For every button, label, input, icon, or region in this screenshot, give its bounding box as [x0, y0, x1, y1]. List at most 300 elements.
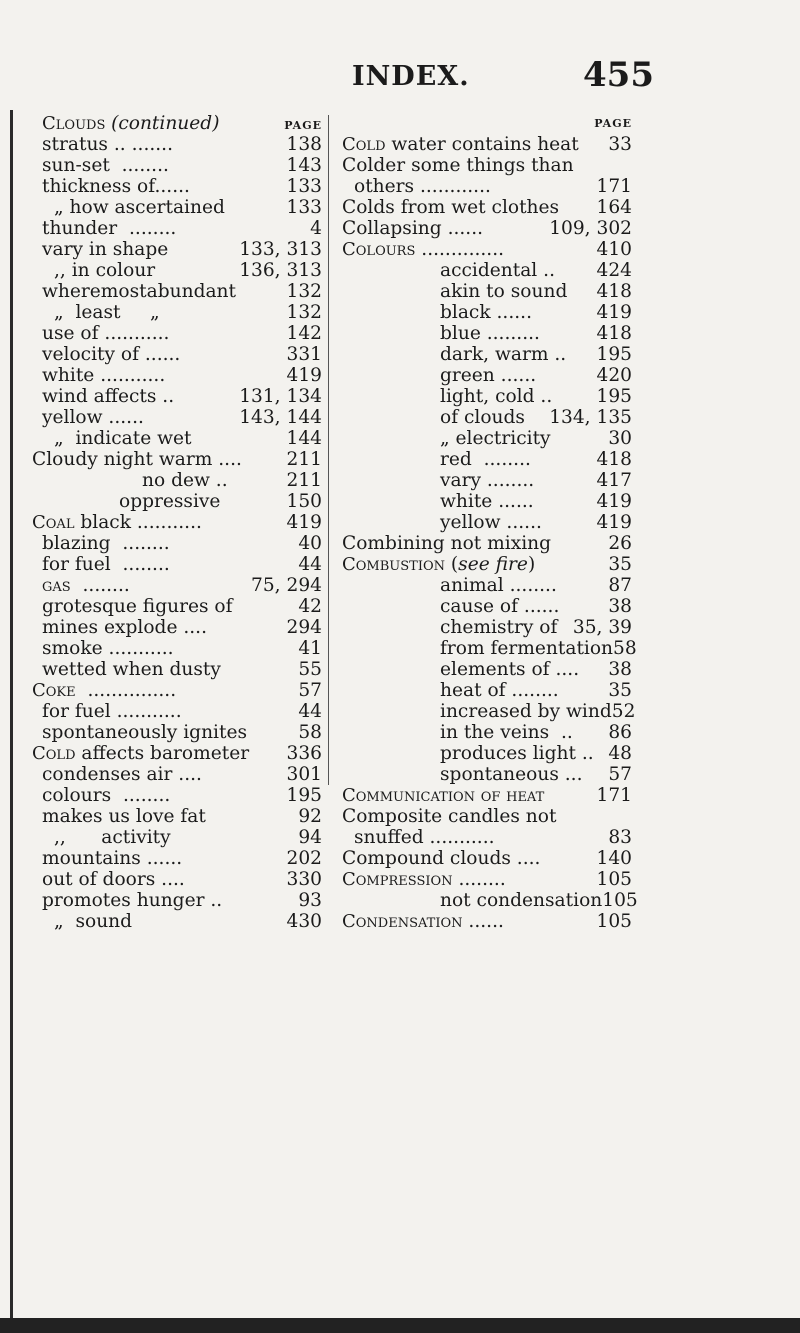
entry-page-ref: 419 [596, 491, 632, 512]
entry-page-ref: 58 [613, 638, 637, 659]
entry-text: ) [527, 554, 536, 575]
entry-text: stratus .. ....... [42, 134, 173, 155]
entry-text: Cold [342, 134, 386, 155]
entry-label [42, 533, 170, 554]
page-header [0, 55, 800, 105]
index-entry [342, 680, 632, 701]
entry-label [32, 449, 242, 470]
entry-label [440, 407, 525, 428]
entry-text: ...... [462, 911, 504, 932]
entry-page-ref: 195 [596, 386, 632, 407]
entry-text: for fuel ........... [42, 701, 182, 722]
index-entry [342, 365, 632, 386]
entry-label [42, 323, 169, 344]
entry-text: ............... [75, 680, 177, 701]
index-entry [342, 239, 632, 260]
entry-text: mountains ...... [42, 848, 183, 869]
entry-label [342, 911, 504, 932]
index-entry [342, 281, 632, 302]
entry-text: „ sound [54, 911, 133, 932]
entry-text: cause of ...... [440, 596, 560, 617]
entry-page-ref: 143 [286, 155, 322, 176]
entry-page-ref: 44 [298, 701, 322, 722]
entry-text: white ........... [42, 365, 166, 386]
entry-label [42, 281, 236, 302]
entry-text: blue ......... [440, 323, 540, 344]
index-entry [342, 785, 632, 806]
entry-text: accidental .. [440, 260, 555, 281]
entry-label [440, 302, 532, 323]
entry-text: grotesque figures of [42, 596, 233, 617]
entry-text: from fermentation [440, 638, 614, 659]
entry-text: mines explode .... [42, 617, 208, 638]
entry-text: thickness of...... [42, 176, 190, 197]
entry-text: water contains heat [385, 134, 579, 155]
entry-label [32, 680, 176, 701]
entry-label [354, 827, 495, 848]
entry-page-ref: 136, 313 [239, 260, 322, 281]
entry-page-ref: 38 [608, 596, 632, 617]
entry-label [440, 470, 534, 491]
entry-page-ref: 105 [602, 890, 638, 911]
entry-page-ref: 33 [608, 134, 632, 155]
entry-label [54, 428, 192, 449]
entry-page-ref: 294 [286, 617, 322, 638]
entry-page-ref: 195 [596, 344, 632, 365]
entry-label [440, 722, 573, 743]
entry-text: yellow ...... [440, 512, 542, 533]
entry-label [440, 743, 594, 764]
entry-label [440, 764, 583, 785]
entry-text: Compression [342, 869, 453, 890]
index-entry [42, 155, 322, 176]
index-entry [42, 176, 322, 197]
entry-text: Coal [32, 512, 75, 533]
entry-label [42, 554, 170, 575]
entry-label [440, 365, 536, 386]
entry-page-ref: 48 [608, 743, 632, 764]
entry-label [42, 596, 233, 617]
entry-text: not condensation [440, 890, 603, 911]
index-entry [342, 596, 632, 617]
entry-page-ref: 419 [596, 512, 632, 533]
entry-page-ref: 419 [286, 512, 322, 533]
entry-label [440, 596, 559, 617]
entry-label [42, 239, 168, 260]
index-entry [42, 722, 322, 743]
entry-page-ref: 40 [298, 533, 322, 554]
entry-label [440, 512, 542, 533]
index-entry [42, 554, 322, 575]
index-entry [42, 659, 322, 680]
entry-page-ref: 83 [608, 827, 632, 848]
index-entry [342, 134, 632, 155]
index-entry [42, 638, 322, 659]
index-column-right [342, 113, 638, 932]
index-entry [342, 197, 632, 218]
entry-page-ref: 55 [298, 659, 322, 680]
entry-label [42, 764, 202, 785]
entry-text: Composite candles not [342, 806, 557, 827]
entry-label [42, 806, 206, 827]
entry-label [440, 617, 557, 638]
entry-page-ref: 301 [286, 764, 322, 785]
entry-page-ref: 30 [608, 428, 632, 449]
entry-text: ( [445, 554, 459, 575]
entry-label [342, 785, 544, 806]
index-entry [42, 848, 322, 869]
entry-label [440, 575, 557, 596]
entry-page-ref: 133 [286, 197, 322, 218]
entry-text: Compound clouds .... [342, 848, 541, 869]
entry-text: smoke ........... [42, 638, 174, 659]
entry-text: no dew .. [142, 470, 228, 491]
index-entry [42, 260, 322, 281]
entry-label [42, 113, 219, 134]
index-entry [42, 344, 322, 365]
entry-page-ref: 138 [286, 134, 322, 155]
entry-page-ref: 57 [298, 680, 322, 701]
index-entry [342, 617, 632, 638]
entry-label [42, 890, 222, 911]
index-entry [42, 869, 322, 890]
entry-page-ref: 418 [596, 281, 632, 302]
entry-text: Clouds [42, 113, 112, 134]
entry-text: promotes hunger .. [42, 890, 223, 911]
entry-text: see fire [458, 554, 528, 575]
entry-text: wind affects .. [42, 386, 175, 407]
entry-label [440, 659, 579, 680]
index-entry [42, 386, 322, 407]
entry-text: Colder some things than [342, 155, 574, 176]
entry-page-ref: 93 [298, 890, 322, 911]
entry-text: „ least „ [54, 302, 160, 323]
entry-text: Communication of heat [342, 785, 545, 806]
entry-label [54, 827, 171, 848]
entry-page-ref: 4 [310, 218, 322, 239]
entry-label [440, 680, 559, 701]
entry-text: blazing ........ [42, 533, 170, 554]
entry-text: others ............ [354, 176, 491, 197]
entry-text: colours ........ [42, 785, 171, 806]
entry-page-ref: 132 [286, 281, 322, 302]
entry-page-ref: 430 [286, 911, 322, 932]
entry-label [54, 302, 160, 323]
entry-text: akin to sound [440, 281, 568, 302]
entry-label [42, 848, 182, 869]
index-entry [42, 533, 322, 554]
entry-label [342, 218, 483, 239]
entry-label [42, 722, 247, 743]
entry-label [42, 617, 207, 638]
entry-text: light, cold .. [440, 386, 553, 407]
entry-text: heat of ........ [440, 680, 559, 701]
entry-page-ref: 92 [298, 806, 322, 827]
entry-text: „ how ascertained [54, 197, 225, 218]
index-entry [42, 764, 322, 785]
index-entry [42, 365, 322, 386]
column-divider [328, 115, 329, 785]
entry-label [342, 554, 535, 575]
entry-label [42, 785, 170, 806]
entry-page-ref: 86 [608, 722, 632, 743]
entry-text: .............. [415, 239, 505, 260]
entry-text: white ...... [440, 491, 534, 512]
entry-page-ref: 211 [286, 470, 322, 491]
entry-text: red ........ [440, 449, 531, 470]
index-entry [342, 869, 632, 890]
index-entry [342, 428, 632, 449]
entry-page-ref: 164 [596, 197, 632, 218]
entry-label [440, 323, 540, 344]
entry-label [440, 701, 612, 722]
index-entry [342, 554, 632, 575]
entry-text: ........ [452, 869, 506, 890]
entry-page-ref: 418 [596, 449, 632, 470]
entry-label [342, 239, 504, 260]
index-entry [342, 638, 637, 659]
entry-text: „ electricity [440, 428, 551, 449]
entry-page-ref: 330 [286, 869, 322, 890]
entry-page-ref: 87 [608, 575, 632, 596]
entry-page-ref: 35 [608, 680, 632, 701]
entry-label [342, 869, 506, 890]
entry-page-ref: 331 [286, 344, 322, 365]
entry-label [42, 407, 144, 428]
left-margin-rule [10, 110, 13, 1333]
entry-label [42, 344, 180, 365]
entry-label [42, 155, 169, 176]
entry-text: vary ........ [440, 470, 535, 491]
index-entry [342, 470, 632, 491]
entry-page-ref: 419 [596, 302, 632, 323]
entry-label [440, 344, 566, 365]
index-entry [342, 659, 632, 680]
index-entry [342, 344, 632, 365]
index-entry [342, 302, 632, 323]
index-entry [42, 323, 322, 344]
entry-page-ref: 140 [596, 848, 632, 869]
index-entry [42, 701, 322, 722]
index-entry [342, 701, 636, 722]
entry-label [440, 638, 613, 659]
entry-label [54, 197, 225, 218]
index-entry [42, 281, 322, 302]
page-title: INDEX. [352, 61, 470, 92]
entry-page-ref: 42 [298, 596, 322, 617]
entry-text: chemistry of [440, 617, 558, 638]
entry-page-ref: 133, 313 [239, 239, 322, 260]
entry-label [42, 869, 185, 890]
index-entry [342, 323, 632, 344]
entry-page-ref: 144 [286, 428, 322, 449]
entry-text: Combustion [342, 554, 445, 575]
entry-page-ref: 202 [286, 848, 322, 869]
entry-page-ref: 26 [608, 533, 632, 554]
index-entry [42, 113, 322, 134]
entry-page-ref: 420 [596, 365, 632, 386]
index-entry [42, 491, 322, 512]
entry-label [440, 491, 534, 512]
entry-label [32, 743, 249, 764]
index-entry [342, 512, 632, 533]
entry-page-ref: 105 [596, 911, 632, 932]
index-column-left [32, 113, 322, 932]
entry-text: of clouds [440, 407, 525, 428]
entry-text: spontaneously ignites [42, 722, 248, 743]
entry-label [342, 848, 540, 869]
entry-label [42, 365, 165, 386]
entry-text: ,, in colour [54, 260, 156, 281]
entry-label [342, 806, 556, 827]
entry-text: Combining not mixing [342, 533, 552, 554]
index-entry [342, 491, 632, 512]
entry-page-ref: 143, 144 [239, 407, 322, 428]
entry-label [42, 638, 174, 659]
index-entry [342, 911, 632, 932]
entry-text: affects barometer [75, 743, 250, 764]
index-entry [42, 785, 322, 806]
index-entry [342, 827, 632, 848]
entry-page-ref: 171 [596, 785, 632, 806]
entry-page-ref: 58 [298, 722, 322, 743]
entry-text: black ...... [440, 302, 532, 323]
entry-text: gas [42, 575, 71, 596]
index-entry [42, 827, 322, 848]
entry-text: (continued) [111, 113, 220, 134]
index-entry [42, 428, 322, 449]
entry-text: „ indicate wet [54, 428, 192, 449]
entry-page-ref: 419 [286, 365, 322, 386]
index-entry [42, 575, 322, 596]
entry-page-ref: 410 [596, 239, 632, 260]
entry-text: green ...... [440, 365, 537, 386]
entry-text: condenses air .... [42, 764, 202, 785]
entry-label [42, 218, 176, 239]
index-entry [342, 407, 632, 428]
index-entry [342, 386, 632, 407]
page-number: 455 [583, 55, 654, 95]
index-entry [32, 449, 322, 470]
entry-page-ref: 417 [596, 470, 632, 491]
entry-page-ref: 52 [611, 701, 636, 722]
index-entry [42, 470, 322, 491]
index-entry [42, 302, 322, 323]
entry-page-ref: 171 [596, 176, 632, 197]
entry-text: thunder ........ [42, 218, 177, 239]
index-entry [32, 743, 322, 764]
entry-text: black ........... [74, 512, 202, 533]
entry-text: wheremostabundant [42, 281, 236, 302]
index-entry [42, 617, 322, 638]
index-entry [342, 176, 632, 197]
entry-label [42, 386, 174, 407]
entry-text: out of doors .... [42, 869, 185, 890]
page-column-header: PAGE [594, 117, 632, 130]
index-entry [342, 575, 632, 596]
entry-page-ref: 133 [286, 176, 322, 197]
index-entry [342, 218, 632, 239]
index-entry [42, 218, 322, 239]
entry-label [440, 428, 551, 449]
entry-text: for fuel ........ [42, 554, 170, 575]
entry-label [440, 890, 602, 911]
entry-page-ref: 424 [596, 260, 632, 281]
index-entry [42, 596, 322, 617]
entry-page-ref: 41 [298, 638, 322, 659]
index-entry [42, 890, 322, 911]
entry-label [342, 155, 574, 176]
entry-label [342, 197, 559, 218]
entry-page-ref: 35, 39 [572, 617, 632, 638]
index-entry [342, 113, 632, 134]
entry-label [342, 533, 551, 554]
entry-text: ........ [70, 575, 130, 596]
entry-text: Colours [342, 239, 416, 260]
entry-text: Cold [32, 743, 76, 764]
entry-label [342, 134, 579, 155]
entry-label [440, 260, 555, 281]
entry-page-ref: 134, 135 [549, 407, 632, 428]
entry-page-ref: 38 [608, 659, 632, 680]
entry-page-ref: 35 [608, 554, 632, 575]
entry-text: oppressive [119, 491, 221, 512]
entry-text: produces light .. [440, 743, 594, 764]
entry-page-ref: 94 [298, 827, 322, 848]
entry-label [119, 491, 220, 512]
index-entry [342, 806, 632, 827]
index-entry [42, 407, 322, 428]
entry-label [142, 470, 228, 491]
entry-text: makes us love fat [42, 806, 206, 827]
index-entry [342, 890, 638, 911]
entry-text: Cloudy night warm .... [32, 449, 242, 470]
entry-label [440, 449, 531, 470]
entry-page-ref: 131, 134 [239, 386, 322, 407]
entry-label [54, 911, 132, 932]
entry-label [42, 659, 221, 680]
entry-text: wetted when dusty [42, 659, 221, 680]
index-entry [342, 848, 632, 869]
index-entry [42, 806, 322, 827]
entry-text: yellow ...... [42, 407, 144, 428]
entry-page-ref: 418 [596, 323, 632, 344]
entry-text: Collapsing ...... [342, 218, 484, 239]
entry-label [32, 512, 202, 533]
entry-text: Coke [32, 680, 76, 701]
entry-text: vary in shape [42, 239, 169, 260]
index-entry [42, 134, 322, 155]
entry-label [54, 260, 155, 281]
index-entry [42, 239, 322, 260]
index-entry [42, 197, 322, 218]
entry-text: Colds from wet clothes [342, 197, 560, 218]
entry-page-ref: 336 [286, 743, 322, 764]
entry-text: in the veins .. [440, 722, 573, 743]
index-entry [342, 764, 632, 785]
entry-label [42, 701, 182, 722]
index-entry [32, 680, 322, 701]
entry-text: velocity of ...... [42, 344, 181, 365]
entry-page-ref: 150 [286, 491, 322, 512]
index-entry [342, 449, 632, 470]
entry-text: sun-set ........ [42, 155, 169, 176]
entry-text: use of ........... [42, 323, 170, 344]
entry-page-ref: 132 [286, 302, 322, 323]
entry-text: dark, warm .. [440, 344, 567, 365]
entry-label [354, 176, 491, 197]
index-entry [342, 722, 632, 743]
